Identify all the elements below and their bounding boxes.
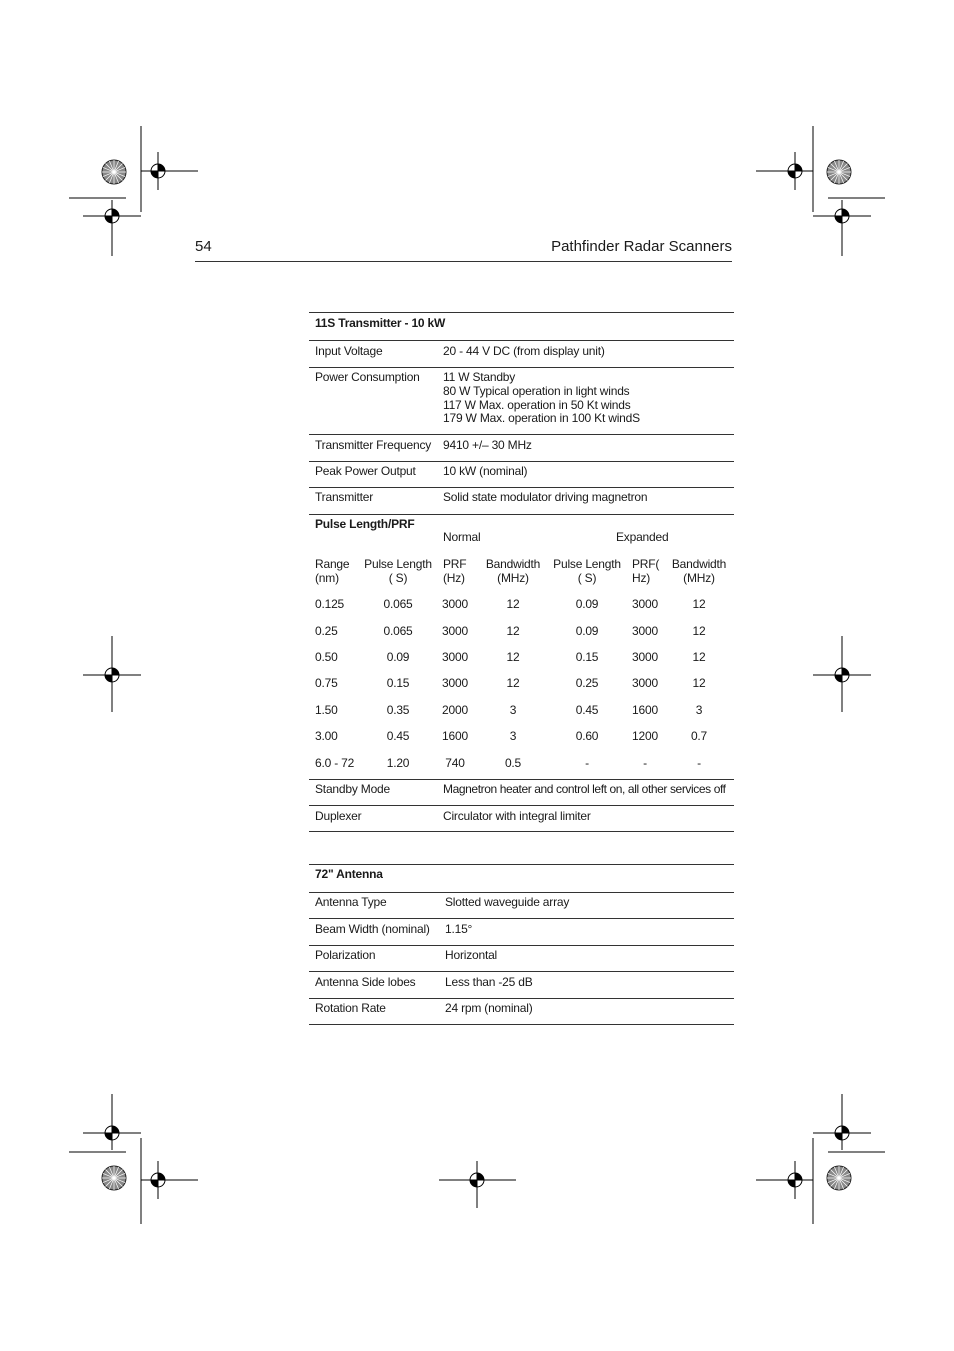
pulse-cell: 12 <box>692 650 706 664</box>
duplexer-value: Circulator with integral limiter <box>443 809 591 823</box>
table-rule <box>309 461 734 462</box>
pulse-cell: 0.125 <box>315 597 345 611</box>
pulse-cell: 12 <box>692 676 706 690</box>
table-rule <box>309 340 734 341</box>
input-voltage-value: 20 - 44 V DC (from display unit) <box>443 344 605 358</box>
pulse-cell: 6.0 - 72 <box>315 756 355 770</box>
pulse-cell: 3000 <box>442 676 468 690</box>
standby-label: Standby Mode <box>315 782 390 796</box>
pulse-cell: 0.5 <box>504 756 522 770</box>
pulse-header-cell: Hz) <box>632 571 651 585</box>
antenna-title: 72" Antenna <box>315 867 383 881</box>
pulse-cell: 1600 <box>632 703 658 717</box>
expanded-label: Expanded <box>616 530 669 544</box>
power-label: Power Consumption <box>315 370 420 384</box>
pulse-cell: 12 <box>506 597 520 611</box>
pulse-header-cell: Range <box>315 557 350 571</box>
frequency-value: 9410 +/– 30 MHz <box>443 438 532 452</box>
power-value: 179 W Max. operation in 100 Kt windS <box>443 411 640 425</box>
pulse-cell: 1.20 <box>386 756 410 770</box>
pulse-cell: 3000 <box>442 597 468 611</box>
pulse-cell: 0.15 <box>575 650 599 664</box>
pulse-cell: 3 <box>695 703 703 717</box>
input-voltage-label: Input Voltage <box>315 344 383 358</box>
pulse-cell: 0.09 <box>575 597 599 611</box>
pulse-cell: 3000 <box>632 676 658 690</box>
pulse-cell: 740 <box>445 756 465 770</box>
table-rule <box>309 998 734 999</box>
pulse-cell: - <box>585 756 589 770</box>
table-rule <box>309 514 734 515</box>
table-rule <box>309 892 734 893</box>
normal-label: Normal <box>443 530 481 544</box>
pulse-cell: 3.00 <box>315 729 338 743</box>
pulse-cell: 0.75 <box>315 676 338 690</box>
table-rule <box>309 312 734 313</box>
pulse-header-cell: (MHz) <box>497 571 529 585</box>
pulse-header-cell: PRF <box>443 557 467 571</box>
pulse-cell: - <box>643 756 647 770</box>
pulse-cell: 0.065 <box>383 624 413 638</box>
table-rule <box>309 971 734 972</box>
pulse-cell: 12 <box>506 676 520 690</box>
table-rule <box>309 805 734 806</box>
pulse-cell: 0.15 <box>386 676 410 690</box>
standby-value: Magnetron heater and control left on, all other services off <box>443 782 726 796</box>
pulse-cell: 3 <box>509 703 517 717</box>
pulse-header-cell: ( S) <box>577 571 597 585</box>
table-rule <box>309 779 734 780</box>
pulse-cell: 0.09 <box>386 650 410 664</box>
power-value: 11 W Standby <box>443 370 516 384</box>
antenna-label: Antenna Type <box>315 895 387 909</box>
pulse-cell: 3000 <box>632 624 658 638</box>
pulse-cell: 12 <box>506 624 520 638</box>
pulse-cell: 12 <box>692 624 706 638</box>
pulse-cell: 3000 <box>442 624 468 638</box>
pulse-cell: 3000 <box>442 650 468 664</box>
antenna-label: Polarization <box>315 948 376 962</box>
pulse-title: Pulse Length/PRF <box>315 517 415 531</box>
pulse-header-cell: ( S) <box>388 571 408 585</box>
power-value: 117 W Max. operation in 50 Kt winds <box>443 398 631 412</box>
pulse-cell: 0.60 <box>575 729 599 743</box>
pulse-cell: 1600 <box>442 729 468 743</box>
pulse-cell: 2000 <box>442 703 468 717</box>
page-number: 54 <box>195 238 212 255</box>
pulse-cell: 12 <box>692 597 706 611</box>
table-rule <box>309 487 734 488</box>
antenna-label: Antenna Side lobes <box>315 975 416 989</box>
peak-power-value: 10 kW (nominal) <box>443 464 528 478</box>
frequency-label: Transmitter Frequency <box>315 438 432 452</box>
pulse-cell: 12 <box>506 650 520 664</box>
pulse-cell: 1200 <box>632 729 658 743</box>
pulse-cell: 0.25 <box>315 624 338 638</box>
pulse-cell: 0.7 <box>690 729 708 743</box>
duplexer-label: Duplexer <box>315 809 362 823</box>
pulse-cell: 0.45 <box>575 703 599 717</box>
table-rule <box>309 434 734 435</box>
antenna-label: Rotation Rate <box>315 1001 386 1015</box>
peak-power-label: Peak Power Output <box>315 464 416 478</box>
pulse-header-cell: Bandwidth <box>485 557 541 571</box>
pulse-header-cell: (nm) <box>315 571 339 585</box>
pulse-cell: 1.50 <box>315 703 338 717</box>
antenna-value: Less than -25 dB <box>445 975 533 989</box>
pulse-header-cell: Pulse Length <box>553 557 621 571</box>
table-rule <box>309 864 734 865</box>
page-title: Pathfinder Radar Scanners <box>551 238 732 255</box>
table-rule <box>309 831 734 832</box>
antenna-value: Horizontal <box>445 948 498 962</box>
header-rule <box>195 261 732 262</box>
pulse-cell: 0.45 <box>386 729 410 743</box>
table-rule <box>309 367 734 368</box>
pulse-cell: 0.09 <box>575 624 599 638</box>
pulse-cell: 0.065 <box>383 597 413 611</box>
pulse-header-cell: (Hz) <box>443 571 465 585</box>
pulse-header-cell: (MHz) <box>683 571 715 585</box>
power-value: 80 W Typical operation in light winds <box>443 384 630 398</box>
antenna-value: Slotted waveguide array <box>445 895 570 909</box>
transmitter-value: Solid state modulator driving magnetron <box>443 490 648 504</box>
pulse-cell: 3000 <box>632 650 658 664</box>
pulse-cell: 0.50 <box>315 650 338 664</box>
transmitter-label: Transmitter <box>315 490 374 504</box>
table-rule <box>309 1024 734 1025</box>
pulse-cell: 3000 <box>632 597 658 611</box>
table-rule <box>309 945 734 946</box>
pulse-cell: 3 <box>509 729 517 743</box>
transmitter-title: 11S Transmitter - 10 kW <box>315 316 446 330</box>
pulse-cell: - <box>697 756 701 770</box>
pulse-header-cell: Pulse Length <box>364 557 432 571</box>
table-rule <box>309 918 734 919</box>
pulse-cell: 0.25 <box>575 676 599 690</box>
pulse-cell: 0.35 <box>386 703 410 717</box>
pulse-header-cell: PRF( <box>632 557 660 571</box>
antenna-value: 1.15° <box>445 922 473 936</box>
pulse-header-cell: Bandwidth <box>671 557 727 571</box>
antenna-value: 24 rpm (nominal) <box>445 1001 533 1015</box>
antenna-label: Beam Width (nominal) <box>315 922 430 936</box>
